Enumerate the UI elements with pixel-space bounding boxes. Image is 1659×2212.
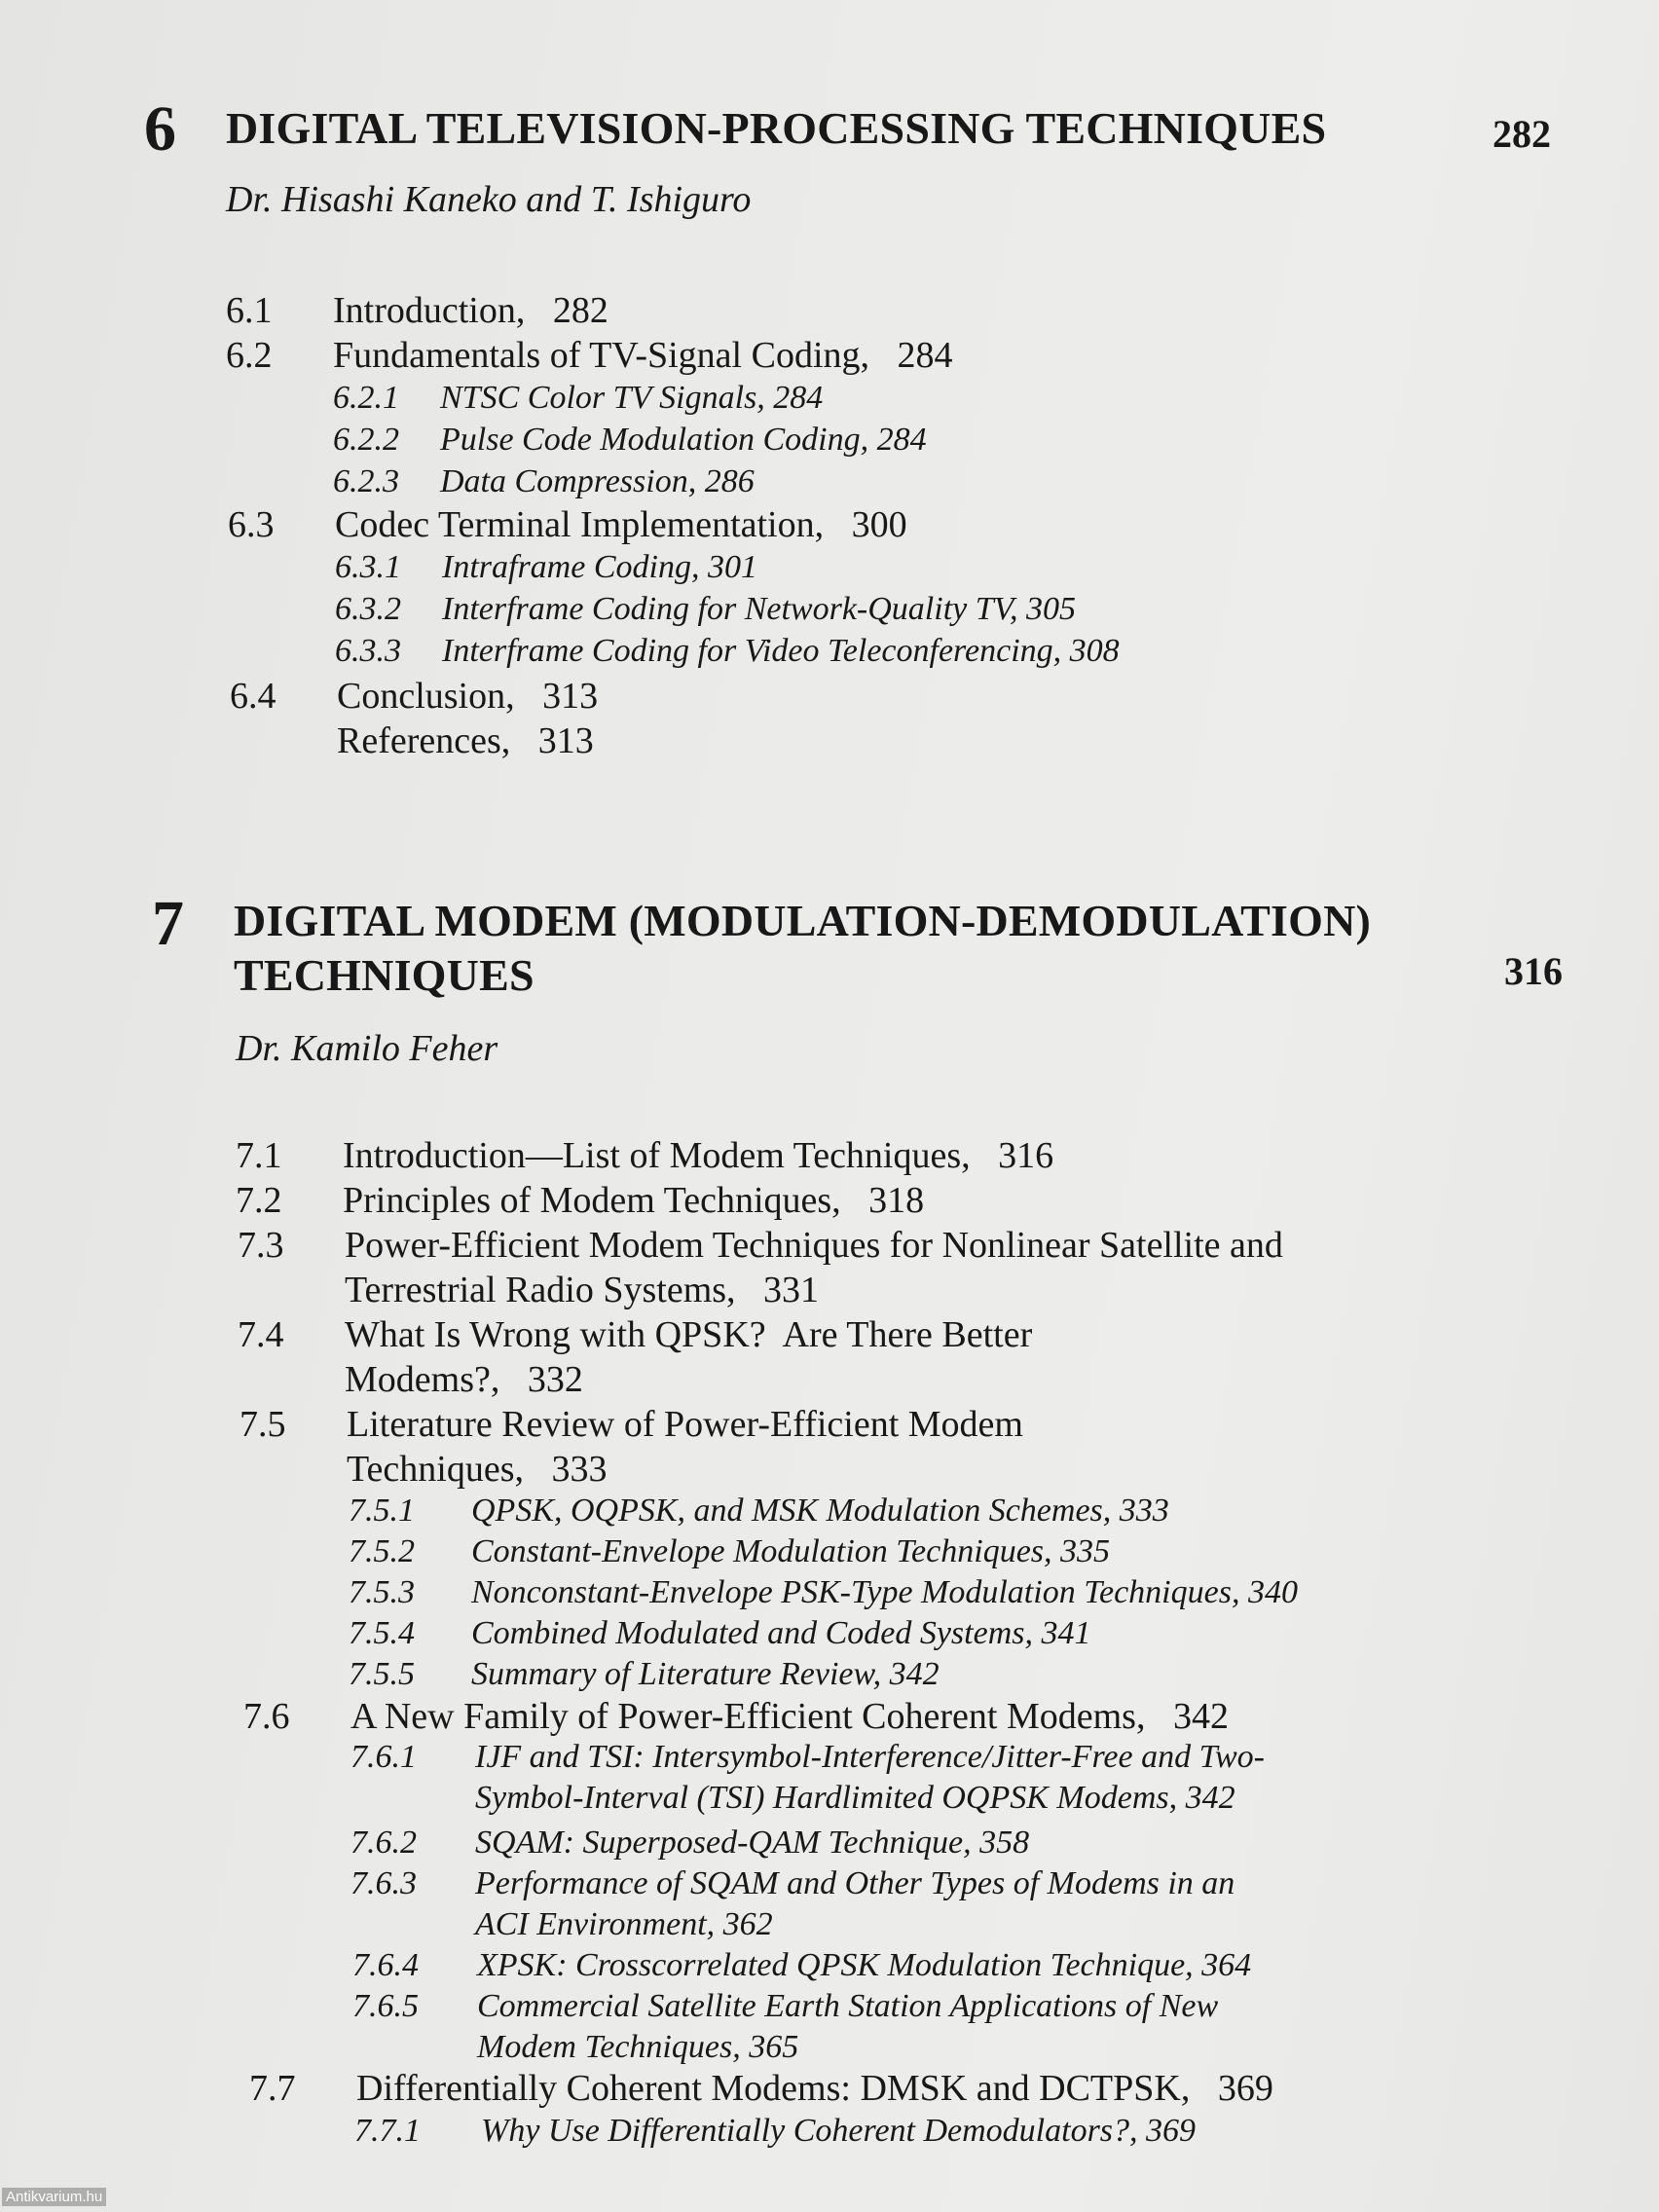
section-title xyxy=(333,333,953,378)
section-title-line: Modems?, 332 xyxy=(345,1359,583,1400)
section-title xyxy=(442,547,757,588)
chapter-title xyxy=(234,894,1371,1003)
section-title-line: Terrestrial Radio Systems, 331 xyxy=(345,1270,820,1310)
section-title-line: Interframe Coding for Network-Quality TV, 305 xyxy=(442,591,1077,627)
section-title xyxy=(345,1223,1283,1312)
section-title xyxy=(471,1531,1110,1572)
section-title xyxy=(442,589,1076,630)
section-number: 7.6.5 xyxy=(352,1988,419,2024)
section-title-line: Conclusion, 313 xyxy=(337,676,599,717)
section-title xyxy=(335,502,907,547)
section-title-line: XPSK: Crosscorrelated QPSK Modulation Technique, 364 xyxy=(477,1947,1252,1983)
section-title xyxy=(477,1945,1251,1986)
section-title xyxy=(345,1312,1032,1402)
chapter-number: 7 xyxy=(152,888,184,959)
section-title-line: NTSC Color TV Signals, 284 xyxy=(440,380,824,416)
chapter-number: 6 xyxy=(144,93,176,165)
section-title xyxy=(475,1863,1235,1945)
section-title xyxy=(442,631,1120,672)
section-title xyxy=(475,1823,1029,1863)
chapter-title xyxy=(226,101,1326,156)
section-number: 7.5.1 xyxy=(349,1493,415,1529)
section-title-line: Principles of Modem Techniques, 318 xyxy=(343,1180,925,1221)
section-title xyxy=(343,1178,924,1223)
section-title-line: Constant-Envelope Modulation Techniques, 335 xyxy=(471,1533,1111,1569)
section-title xyxy=(481,2111,1196,2152)
chapter-author: Dr. Kamilo Feher xyxy=(236,1028,498,1069)
section-title xyxy=(350,1694,1229,1739)
chapter-page: 282 xyxy=(1493,112,1551,156)
section-title-line: Intraframe Coding, 301 xyxy=(442,549,757,585)
section-number: 7.1 xyxy=(236,1135,282,1176)
section-number: 7.5.2 xyxy=(349,1533,415,1569)
section-title xyxy=(343,1133,1053,1178)
section-title-line: Summary of Literature Review, 342 xyxy=(471,1656,940,1692)
section-title-line: Codec Terminal Implementation, 300 xyxy=(335,504,907,545)
section-title-line: Differentially Coherent Modems: DMSK and DCTPSK, 369 xyxy=(356,2068,1273,2109)
section-title xyxy=(356,2066,1273,2111)
section-title-line: SQAM: Superposed-QAM Technique, 358 xyxy=(475,1825,1030,1861)
section-title xyxy=(347,1402,1023,1492)
section-number: 7.6.3 xyxy=(350,1865,417,1901)
section-title xyxy=(440,420,927,461)
section-title-line: Modem Techniques, 365 xyxy=(477,2029,799,2065)
section-title xyxy=(475,1737,1265,1819)
section-title-line: Techniques, 333 xyxy=(347,1449,608,1490)
section-title-line: What Is Wrong with QPSK? Are There Better xyxy=(345,1314,1033,1355)
section-title-line: Symbol-Interval (TSI) Hardlimited OQPSK Modems, 342 xyxy=(475,1780,1235,1816)
section-number: 6.3.2 xyxy=(335,591,401,627)
section-number: 7.4 xyxy=(238,1314,284,1355)
section-title xyxy=(337,674,598,719)
section-title xyxy=(333,288,608,333)
section-title-line: Data Compression, 286 xyxy=(440,463,755,499)
section-number: 7.5.5 xyxy=(349,1656,415,1692)
section-number: 6.2.2 xyxy=(333,422,399,458)
section-number: 7.2 xyxy=(236,1180,282,1221)
section-number: 7.3 xyxy=(238,1225,284,1266)
section-number: 7.6 xyxy=(243,1696,290,1737)
watermark: Antikvarium.hu xyxy=(2,2188,106,2206)
section-title-line: IJF and TSI: Intersymbol-Interference/Jitter-Free and Two- xyxy=(475,1739,1265,1775)
section-title-line: Introduction, 282 xyxy=(333,290,608,331)
section-title xyxy=(471,1613,1091,1654)
section-title xyxy=(471,1572,1298,1613)
section-title-line: ACI Environment, 362 xyxy=(475,1906,773,1942)
section-title-line: Commercial Satellite Earth Station Applications of New xyxy=(477,1988,1219,2024)
section-title-line: Why Use Differentially Coherent Demodulators?, 369 xyxy=(481,2113,1197,2149)
chapter-author: Dr. Hisashi Kaneko and T. Ishiguro xyxy=(226,179,752,220)
chapter-title-line: DIGITAL TELEVISION-PROCESSING TECHNIQUES xyxy=(226,103,1327,153)
chapter-title-line: DIGITAL MODEM (MODULATION-DEMODULATION) xyxy=(234,896,1372,945)
section-title-line: Nonconstant-Envelope PSK-Type Modulation Techniques, 340 xyxy=(471,1574,1298,1610)
section-title-line: Pulse Code Modulation Coding, 284 xyxy=(440,422,927,458)
section-title-line: Introduction—List of Modem Techniques, 316 xyxy=(343,1135,1054,1176)
section-number: 7.6.4 xyxy=(352,1947,419,1983)
section-number: 6.2 xyxy=(226,335,273,376)
section-number: 6.2.3 xyxy=(333,463,399,499)
section-number: 7.5.4 xyxy=(349,1615,415,1651)
section-title-line: Combined Modulated and Coded Systems, 341 xyxy=(471,1615,1091,1651)
section-title-line: QPSK, OQPSK, and MSK Modulation Schemes, 333 xyxy=(471,1493,1169,1529)
section-title xyxy=(477,1986,1218,2068)
section-number: 7.5 xyxy=(240,1404,286,1445)
section-title xyxy=(471,1654,940,1695)
section-title xyxy=(440,461,755,502)
section-number: 7.7 xyxy=(249,2068,296,2109)
section-number: 6.3.1 xyxy=(335,549,401,585)
section-number: 7.5.3 xyxy=(349,1574,415,1610)
section-number: 6.3.3 xyxy=(335,633,401,669)
section-title-line: Power-Efficient Modem Techniques for Nonlinear Satellite and xyxy=(345,1225,1283,1266)
section-title-line: References, 313 xyxy=(337,720,594,761)
chapter-title-line: TECHNIQUES xyxy=(234,950,535,1000)
section-number: 7.6.2 xyxy=(350,1825,417,1861)
section-title-line: Literature Review of Power-Efficient Modem xyxy=(347,1404,1023,1445)
section-number: 7.7.1 xyxy=(354,2113,421,2149)
section-title-line: Performance of SQAM and Other Types of Modems in an xyxy=(475,1865,1235,1901)
section-number: 6.4 xyxy=(230,676,276,717)
section-title-line: A New Family of Power-Efficient Coherent Modems, 342 xyxy=(350,1696,1229,1737)
section-number: 6.2.1 xyxy=(333,380,399,416)
section-number: 6.1 xyxy=(226,290,273,331)
section-number: 7.6.1 xyxy=(350,1739,417,1775)
section-title-line: Fundamentals of TV-Signal Coding, 284 xyxy=(333,335,953,376)
section-title xyxy=(337,719,594,763)
chapter-page: 316 xyxy=(1504,949,1563,993)
section-title xyxy=(440,378,823,419)
section-title-line: Interframe Coding for Video Teleconferencing, 308 xyxy=(442,633,1120,669)
section-number: 6.3 xyxy=(228,504,275,545)
section-title xyxy=(471,1491,1169,1531)
